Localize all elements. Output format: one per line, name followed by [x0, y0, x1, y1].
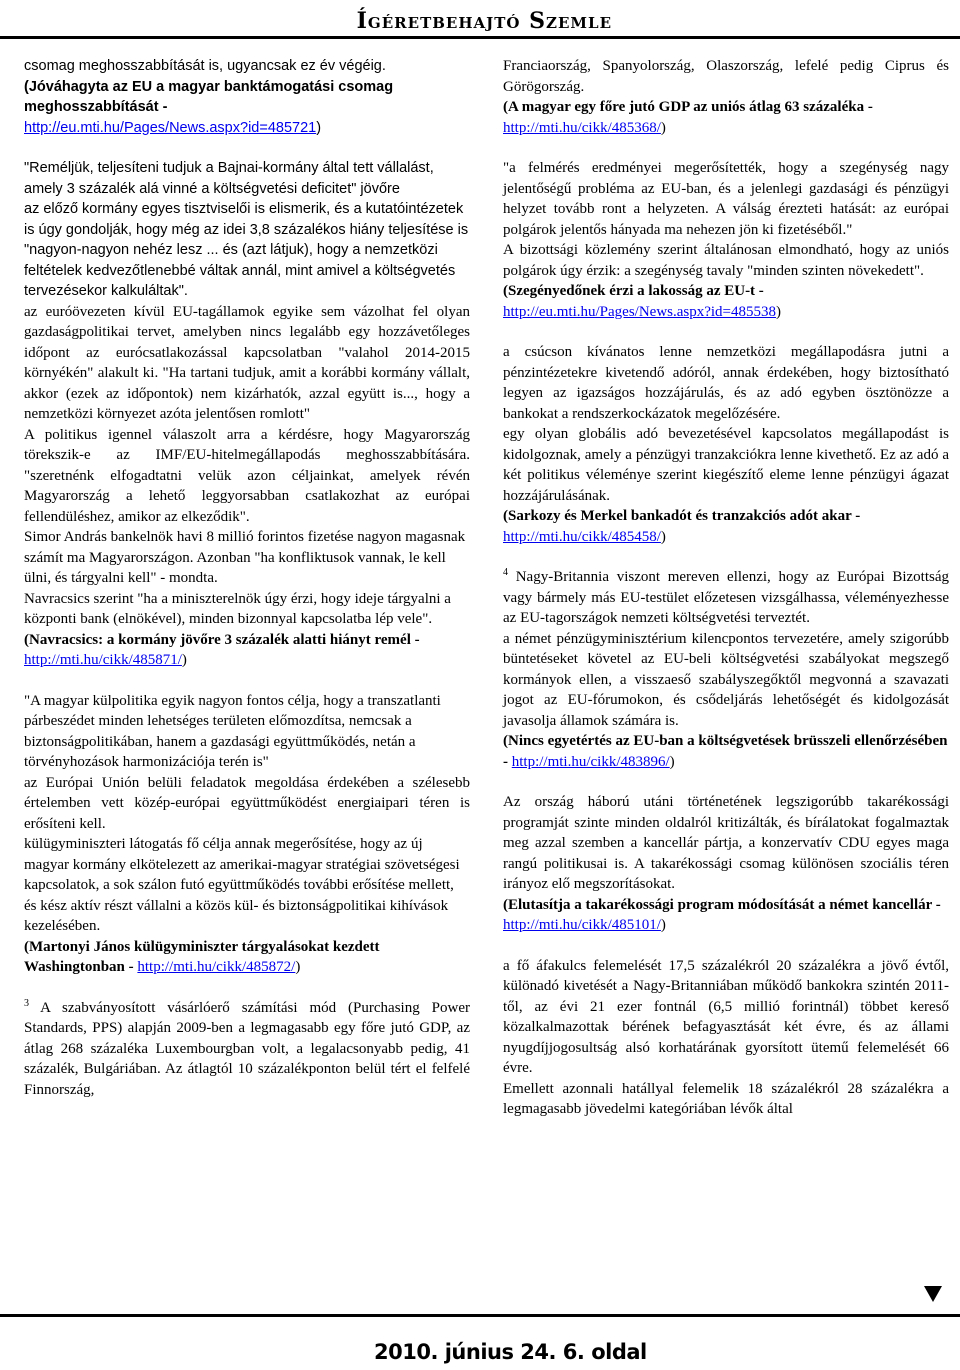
source-title: (A magyar egy főre jutó GDP az uniós átlag 63 százaléka -: [503, 99, 873, 115]
source-title: (Szegényedőnek érzi a lakosság az EU-t -: [503, 283, 764, 299]
source-citation: (A magyar egy főre jutó GDP az uniós átlag 63 százaléka - http://mti.hu/cikk/485368/): [503, 99, 873, 136]
source-citation: (Nincs egyetértés az EU-ban a költségvetések brüsszeli ellenőrzésében - http://mti.hu/cikk/483896/): [503, 733, 948, 770]
paragraph: "a felmérés eredményei megerősítették, hogy a szegénység nagy jelentőségű probléma az EU-ban, és a jelenlegi gazdasági és pénzügyi helyzet tovább ront a helyzeten. A válság érezteti hatását: az európai polgárok jelentős hányada ma nehezen jön ki fizetéséből.": [503, 160, 949, 238]
continue-arrow-icon: [924, 1286, 942, 1302]
paragraph: egy olyan globális adó bevezetésével kapcsolatos megállapodást is kidolgoznak, amely a pénzügyi tranzakciókra lenne kivethető. Ez az adó a két politikus véleménye szerint kiegészítő eleme lenne pénzügyi ágazat hozzájárulásának.: [503, 426, 949, 504]
source-title: (Nincs egyetértés az EU-ban a költségvetések brüsszeli ellenőrzésében -: [503, 733, 948, 770]
source-citation: (Martonyi János külügyminiszter tárgyalásokat kezdett Washingtonban - http://mti.hu/cikk/485872/): [24, 938, 380, 975]
source-citation: (Szegényedőnek érzi a lakosság az EU-t - http://eu.mti.hu/Pages/News.aspx?id=485538): [503, 283, 782, 320]
footnote-number: 4: [503, 567, 508, 578]
source-link[interactable]: http://eu.mti.hu/Pages/News.aspx?id=485538: [503, 303, 777, 320]
paragraph: a csúcson kívánatos lenne nemzetközi megállapodásra jutni a pénzintézetekre kivetendő adóról, annak érdekében, hogy biztosítható legyen az igazságos hozzájárulás, és az adó egyben ösztönözze a bankokat a rendszerkockázatok megelőzésére.: [503, 344, 949, 422]
paragraph: Simor András bankelnök havi 8 millió forintos fizetése nagyon magasnak számít ma Magyarországon. Azonban "ha konfliktusok vannak, le kell ülni, és tárgyalni kell" - mondta.: [24, 529, 466, 586]
paragraph: A politikus igennel válaszolt arra a kérdésre, hogy Magyarország törekszik-e az IMF/EU-hitelmegállapodás meghosszabbítására. "szeretnénk elfogadtatni velük azon céljainkat, amelyek révén Magyarország a lehető leggyorsabban csatlakozhat az európai fellendüléshez, amikor az elkeződik".: [24, 426, 470, 525]
footnote-text: Nagy-Britannia viszont mereven ellenzi, hogy az Európai Bizottság vagy bármely más EU-testület előzetesen vizsgálhassa, véleményezhesse az EU-tagországok nemzeti költségvetési terveztét.: [503, 569, 950, 626]
source-link[interactable]: http://mti.hu/cikk/485872/: [137, 959, 296, 975]
paragraph: a fő áfakulcs felemelését 17,5 százalékról 20 százalékra a jövő évtől, különadó kivetését a Nagy-Britanniában működő bankokra szintén 2011-től, az évi 21 ezer fontnál (6,5 millió forintnál) többet kereső közalkalmazottak bérének befagyasztását két évre, és az állami nyugdíjjogosultság alsó korhatárának gyorsított ütemű felemelését 66 évre.: [503, 957, 949, 1076]
source-title: (Navracsics: a kormány jövőre 3 százalék alatti hiányt remél -: [24, 631, 420, 648]
paragraph: Franciaország, Spanyolország, Olaszország, lefelé pedig Ciprus és Görögország.: [503, 58, 949, 95]
footnote: [24, 998, 470, 1101]
masthead-rule: [0, 36, 960, 39]
masthead: [0, 0, 960, 44]
source-title: (Elutasítja a takarékossági program módosítását a német kancellár -: [503, 896, 941, 913]
source-link[interactable]: http://mti.hu/cikk/485458/: [503, 528, 661, 545]
paragraph: külügyminiszteri látogatás fő célja annak megerősítése, hogy az új magyar kormány elkötelezett az amerikai-magyar stratégiai szövetségesi kapcsolatok, a sok szálon futó együttműködés további erősítése mellett, és kész aktív részt vállalni a közös kül- és biztonságpolitikai kihívások kezelésében.: [24, 836, 460, 934]
left-column: [24, 56, 470, 1100]
paragraph: "Reméljük, teljesíteni tudjuk a Bajnai-kormány által tett vállalást, amely 3 százalék alá vinné a költségvetési deficitet" jövőre: [24, 160, 434, 197]
footnote-number: 3: [24, 997, 29, 1009]
footer-rule: [0, 1314, 960, 1317]
source-citation: (Sarkozy és Merkel bankadót és tranzakciós adót akar - http://mti.hu/cikk/485458/): [503, 508, 861, 545]
source-link[interactable]: http://eu.mti.hu/Pages/News.aspx?id=485721: [24, 119, 317, 136]
source-title: (Martonyi János külügyminiszter tárgyalásokat kezdett Washingtonban -: [24, 938, 380, 975]
paragraph: Emellett azonnali hatállyal felemelik 18 százalékról 28 százalékra a legmagasabb jövedelmi kategóriában lévők által: [503, 1080, 949, 1117]
source-citation: (Jóváhagyta az EU a magyar banktámogatási csomag meghosszabbítását - http://eu.mti.hu/Pages/News.aspx?id=485721): [24, 78, 394, 136]
footnote-text: A szabványosított vásárlóerő számítási mód (Purchasing Power Standards, PPS) alapján 2009-ben a legmagasabb egy főre jutó GDP, az átlag 268 százaléka Luxembourgban volt, a legalacsonyabb pedig, 41 százalék, Bulgáriában. Az átlagtól 10 százalékponton belül tért el felfelé Finnország,: [24, 999, 470, 1098]
source-link[interactable]: http://mti.hu/cikk/485101/: [503, 917, 661, 933]
paragraph: az euróövezeten kívül EU-tagállamok egyike sem vázolhat fel olyan gazdaságpolitikai tervet, amelyben nincs legalább egy hozzávetőleges időpont az eurócsatlakozással kapcsolatban "valahol 2014-2015 környékén" alakult ki. "Ha tartani tudjuk, amit a korábbi kormány vállalt, akkor (ezek az időpontok) nem kizárhatók, azzal együtt is..., hogy a nemzetközi környezet azóta jelentősen romlott": [24, 303, 470, 422]
source-title: (Jóváhagyta az EU a magyar banktámogatási csomag meghosszabbítását -: [24, 78, 394, 115]
publication-title: Ígéretbehajtó Szemle: [356, 8, 612, 34]
paragraph: Navracsics szerint "ha a miniszterelnök úgy érzi, hogy ideje tárgyalni a központi bank (elnökével), minden bizonnyal kapcsolatba lép vele".: [24, 590, 451, 627]
right-column: [503, 56, 949, 1120]
paragraph: a német pénzügyminisztérium kilencpontos tervezetére, amely szigorúbb büntetéseket követel az EU-beli költségvetési szabályokat megszegő kormányok ellen, a visszaeső szabályszegőktől megvonná a szavazati jogot az EU-fórumokon, és csődeljárás lehetőségét és kidolgozását javasolja államok számára is.: [503, 630, 949, 729]
paragraph: Az ország háború utáni történetének legszigorúbb takarékossági programját szinte minden oldalról kritizálták, és bírálatokat fogalmaztak meg azzal szemben a kancellár pártja, a konzervatív CDU egyes maga rangú politikusai is. A takarékossági csomag különösen szociális téren irányoz elő megszorításokat.: [503, 794, 949, 892]
source-title: (Sarkozy és Merkel bankadót és tranzakciós adót akar -: [503, 508, 861, 524]
paragraph: csomag meghosszabbítását is, ugyancsak ez év végéig.: [24, 58, 386, 74]
footnote: [503, 567, 949, 629]
paragraph: A bizottsági közlemény szerint általánosan elmondható, hogy az uniós polgárok úgy érzik: a szegénység tavaly "minden szinten növekedett".: [503, 242, 949, 279]
source-citation: (Navracsics: a kormány jövőre 3 százalék alatti hiányt remél - http://mti.hu/cikk/485871/): [24, 631, 420, 668]
source-citation: (Elutasítja a takarékossági program módosítását a német kancellár - http://mti.hu/cikk/485101/): [503, 896, 941, 933]
paragraph: "A magyar külpolitika egyik nagyon fontos célja, hogy a transzatlanti párbeszédet minden lehetséges területen előmozdítsa, nemcsak a biztonságpolitikában, hanem a gazdasági együttműködés, netán a törvényhozások harmonizációja terén is": [24, 692, 441, 770]
source-link[interactable]: http://mti.hu/cikk/485871/: [24, 652, 182, 668]
source-link[interactable]: http://mti.hu/cikk/483896/: [511, 753, 670, 770]
paragraph: az előző kormány egyes tisztviselői is elismerik, és a kutatóintézetek is úgy gondolják, hogy még az idei 3,8 százalékos hiány teljesítése is "nagyon-nagyon nehéz lesz ... és (azt látjuk), hogy a nemzetközi feltételek kedvezőtlenebbé váltak annál, mint amivel a költségvetés tervezésekor kalkuláltak".: [24, 201, 469, 299]
source-link[interactable]: http://mti.hu/cikk/485368/: [503, 119, 661, 136]
footer-page-info: 2010. június 24. 6. oldal: [374, 1340, 647, 1364]
paragraph: az Európai Unión belüli feladatok megoldása érdekében a szélesebb értelemben vett közép-európai együttműködést energiaipari téren is erősíteni kell.: [24, 774, 470, 832]
